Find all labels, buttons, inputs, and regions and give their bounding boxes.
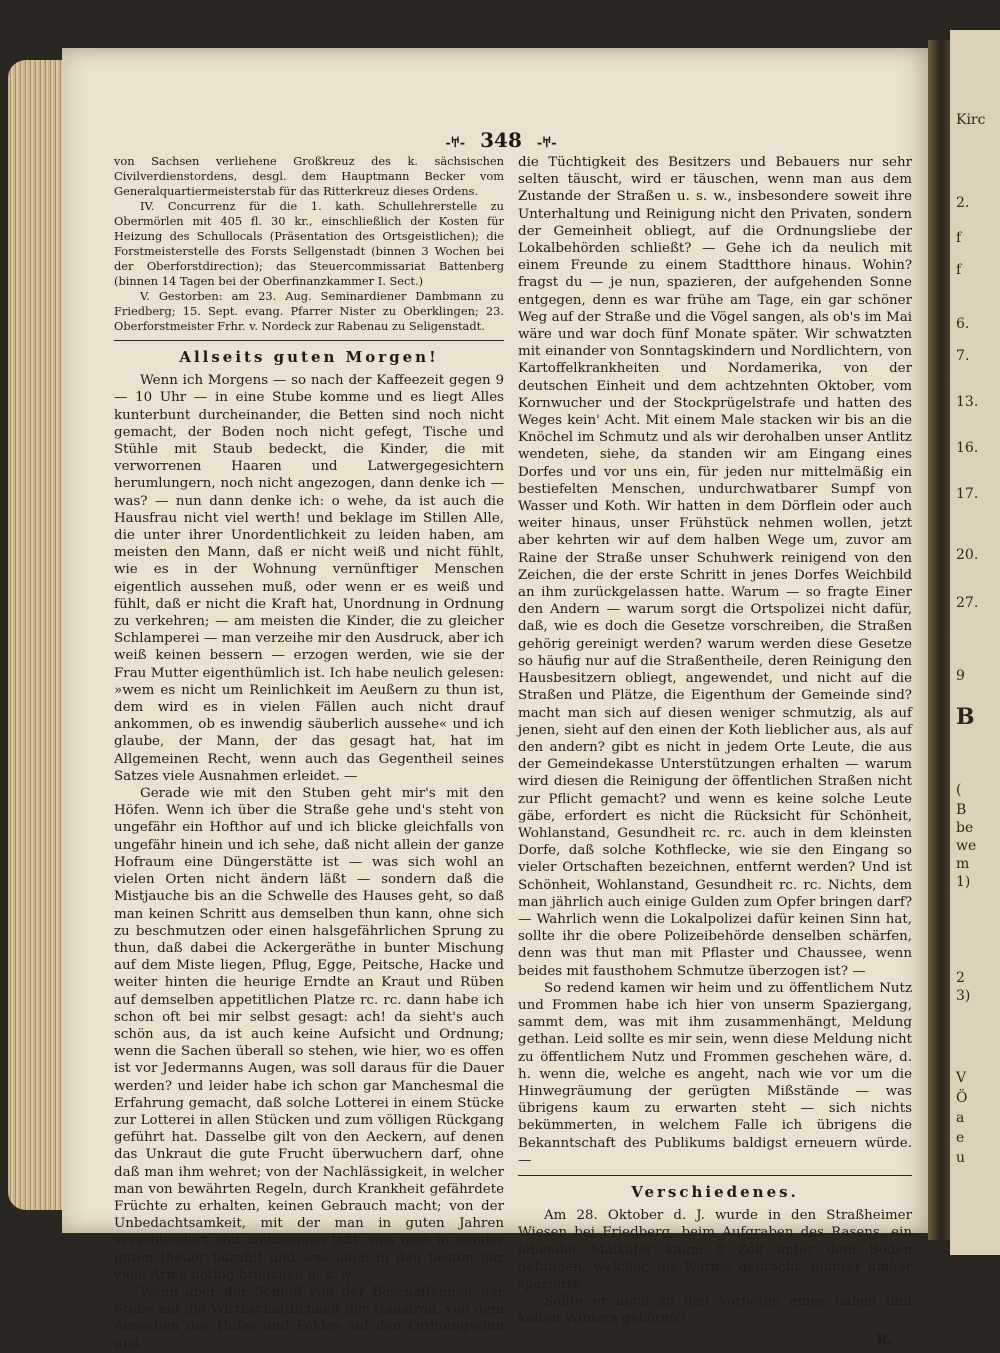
paragraph: Wenn ich Morgens — so nach der Kaffeezeit gegen 9 — 10 Uhr — in eine Stube komme und es liegt Alles kunterbunt durcheinander, die Betten sind noch nicht gemacht, der Boden noch nicht gefegt, Tische und Stühle mit Staub bedeckt, die Kinder, die mit verworrenen Haaren und Latwergegesichtern herumlungern, noch nicht angezogen, dann denke ich — was? — nun dann denke ich: o wehe, da ist auch die Hausfrau nicht viel werth! und beklage im Stillen Alle, die unter ihrer Unordentlichkeit zu leiden haben, am meisten den Mann, daß er nicht weiß und nicht fühlt, wie es in der Wohnung vernünftiger Menschen eigentlich aussehen muß, oder wenn er es weiß und fühlt, daß er nicht die Kraft hat, Unordnung in Ordnung zu verkehren; — am meisten die Kinder, die zu gleicher Schlamperei — man verzeihe mir den Ausdruck, aber ich weiß keinen bessern — erzogen werden, wie sie der Frau Mutter eigenthümlich ist. Ich habe neulich gelesen: »wem es nicht um Reinlichkeit im Aeußern zu thun ist, dem wird es in vielen Fällen auch nicht drauf ankommen, ob es inwendig säuberlich aussehe« und ich glaube, der Mann, der das gesagt hat, hat im Allgemeinen Recht, wenn auch das Gegentheil seines Satzes viele Ausnahmen erleidet. —	[114, 373, 504, 784]
section-title: Verschiedenes.	[631, 1182, 799, 1201]
divider	[114, 340, 504, 341]
fragment: 17.	[956, 486, 979, 502]
fragment: 2	[956, 970, 965, 986]
book-gutter	[928, 40, 950, 1240]
paragraph: Sollte er auch zu den Vorboten eines nahen und kalten Winters gehören?	[518, 1294, 912, 1327]
fragment: 6.	[956, 316, 970, 332]
notice: V. Gestorben: am 23. Aug. Seminardiener Dambmann zu Friedberg; 15. Sept. evang. Pfarrer Nister zu Oberklingen; 23. Oberforstmeister Frhr. v. Nordeck zur Rabenau zu Seligenstadt.	[114, 289, 504, 333]
left-column	[114, 154, 504, 1353]
fragment: 1)	[956, 874, 971, 890]
fragment: u	[956, 1150, 966, 1166]
fragment: e	[956, 1130, 965, 1146]
fragment: 7.	[956, 348, 970, 364]
fragment: a	[956, 1110, 965, 1126]
notice: IV. Concurrenz für die 1. kath. Schullehrerstelle zu Obermörlen mit 405 fl. 30 kr., einschließlich der Kosten für Heizung des Schullocals (Präsentation des Ortsgeistlichen); die Forstmeisterstelle des Forsts Sellgenstadt (binnen 3 Wochen bei der Oberforstdirection); das Steuercommissariat Battenberg (binnen 14 Tagen bei der Oberfinanzkammer I. Sect.)	[114, 199, 504, 288]
next-page-strip	[950, 30, 1000, 1255]
paragraph: Wenn aber der Schluß von der Beschaffenheit der Stube auf die Wirthschaftlichkeit der Hausfrau, von dem Aussehen des Hofes und Feldes auf den Ordnungssinn und	[114, 1284, 504, 1352]
right-column	[518, 154, 912, 1349]
fragment: 3)	[956, 988, 971, 1004]
divider	[518, 1175, 912, 1176]
ornament-right: -𐀀-	[536, 135, 557, 151]
page-edge	[8, 60, 66, 1210]
fragment: f	[956, 230, 962, 246]
fragment: V	[956, 1070, 967, 1086]
book-page	[62, 48, 940, 1352]
page-number: 348	[480, 128, 522, 152]
fragment: f	[956, 262, 962, 278]
fragment: m	[956, 856, 970, 872]
signature: R.	[876, 1331, 892, 1348]
ornament-left: -𐀀-	[445, 135, 466, 151]
fragment: 20.	[956, 547, 979, 563]
paragraph: Am 28. Oktober d. J. wurde in den Straßheimer Wiesen bei Friedberg, beim Aufgraben des Rasens, ein lebender Maikäfer kaum 8 Zoll unter dem Boden gefunden, welcher, ins Warme gebracht, munter umher spazierte.	[518, 1208, 912, 1292]
notice: von Sachsen verliehene Großkreuz des k. sächsischen Civilverdienstordens, desgl. dem Hauptmann Becker vom Generalquartiermeisterstab für das Ritterkreuz dieses Ordens.	[114, 154, 504, 198]
article-title: Allseits guten Morgen!	[179, 348, 439, 366]
fragment: 16.	[956, 440, 979, 456]
fragment: be	[956, 820, 974, 836]
fragment: Kirc	[956, 112, 986, 128]
fragment: we	[956, 838, 977, 854]
fragment: (	[956, 782, 962, 798]
fragment: B	[956, 802, 967, 818]
paragraph: So redend kamen wir heim und zu öffentlichem Nutz und Frommen habe ich hier von unserm Spaziergang, sammt dem, was mit ihm zusammenhängt, Meldung gethan. Leid sollte es mir sein, wenn diese Meldung nicht zu öffentlichem Nutz und Frommen geschehen wäre, d. h. wenn die, welche es angeht, nach wie vor um die Hinwegräumung der gerügten Mißstände — was übrigens kaum zu erwarten steht — sich nichts bekümmerten, in welchem Falle ich übrigens die Bekanntschaft des Publikums baldigst erneuern würde. —	[518, 980, 912, 1168]
paragraph: Gerade wie mit den Stuben geht mir's mit den Höfen. Wenn ich über die Straße gehe und's steht von ungefähr ein Hofthor auf und ich blicke gleichfalls von ungefähr hinein und ich sehe, daß nicht allein der ganze Hofraum eine Düngerstätte ist — was sich wohl an vielen Orten nicht ändern läßt — sondern daß die Mistjauche bis an die Schwelle des Hauses geht, so daß man keinen Schritt aus demselben thun kann, ohne sich zu beschmutzen oder einen halsgefährlichen Sprung zu thun, daß dabei die Ackergeräthe in bunter Mischung auf dem Miste liegen, Pflug, Egge, Peitsche, Hacke und weiter hinten die heurige Erndte an Kraut und Rüben auf demselben appetitlichen Platze rc. rc. dann habe ich schon oft bei mir selbst gesagt: ach! da sieht's auch schön aus, da ist auch keine Aufsicht und Ordnung; wenn die Sachen überall so stehen, wie hier, wo es offen ist vor Jedermanns Augen, was soll daraus für die Dauer werden? und leider habe ich schon gar Manchesmal die Erfahrung gemacht, daß solche Lotterei in einem Stücke zur Lotterei in allen Stücken und zum völligen Rückgang geführt hat. Dasselbe gilt von den Aeckern, auf denen das Unkraut die gute Frucht überwuchern darf, ohne daß man ihm wehret; von der Nachlässigkeit, in welcher man von bewährten Regeln, durch Krankheit gefährdete Früchte zu erhalten, keinen Gebrauch macht; von der Unbedachtsamkeit, mit der man in guten Jahren verschleudert und umkommen läßt, was man in minder guten theuer bezahlt und was auch in den besten gar viele Arme nöthig brauchen u. s. w.	[114, 786, 504, 1283]
fragment: 9	[956, 668, 965, 684]
page-header	[62, 128, 940, 152]
fragment: 13.	[956, 394, 979, 410]
fragment: B	[956, 704, 975, 730]
paragraph: die Tüchtigkeit des Besitzers und Bebauers nur sehr selten täuscht, wird er täuschen, wenn man aus dem Zustande der Straßen u. s. w., insbesondere soweit ihre Unterhaltung und Reinigung nicht den Privaten, sondern der Gemeinheit obliegt, auf die Ordnungsliebe der Lokalbehörden schließt? — Gehe ich da neulich mit einem Freunde zu einem Stadtthore hinaus. Wohin? fragst du — je nun, spazieren, der aufgehenden Sonne entgegen, denn es war frühe am Tage, ein gar schöner Weg auf der Straße und die Vögel sangen, als ob's im Mai wäre und war doch fünf Monate später. Wir schwatzten mit einander von Sonntagskindern und Nordlichtern, von Kartoffelkrankheiten und Nordamerika, von der deutschen Einheit und dem achtzehnten Oktober, vom Kornwucher und der Stockprügelstrafe und hatten des Weges kein' Acht. Mit einem Male stacken wir bis an die Knöchel im Schmutz und als wir derohalben unser Antlitz wendeten, siehe, da standen wir am Eingang eines Dorfes und vor uns ein, für jeden nur mittelmäßig ein bestiefelten Menschen, undurchwatbarer Sumpf von Wasser und Koth. Wir hatten in dem Dörflein oder auch weiter hinaus, unser Frühstück nehmen wollen, jetzt aber kehrten wir auf dem halben Wege um, zuvor am Raine der Straße unser Schuhwerk reinigend von den Zeichen, die der erste Schritt in jenes Dorfes Weichbild an ihm zurückgelassen hatte. Warum — so fragte Einer den Andern — warum sorgt die Ortspolizei nicht dafür, daß, wie es doch die Gesetze vorschreiben, die Straßen gehörig gereinigt werden? warum werden diese Gesetze so häufig nur auf die Straßentheile, deren Reinigung den Hausbesitzern obliegt, angewendet, und nicht auf die Straßen und Plätze, die Eigenthum der Gemeinde sind? macht man sich auf diesen weniger schmutzig, als auf jenen, sieht auf den einen der Koth lieblicher aus, als auf den andern? gibt es nicht in jedem Orte Leute, die aus der Gemeindekasse Unterstützungen erhalten — warum wird diesen die Reinigung der öffentlichen Straßen nicht zur Pflicht gemacht? und wenn es keine solche Leute gäbe, erfordert es nicht die Rücksicht für Schönheit, Wohlanstand, Gesundheit rc. rc. auch in dem kleinsten Dorfe, daß solche Kothflecke, wie sie den Eingang so vieler Ortschaften bezeichnen, entfernt werden? Und ist Schönheit, Wohlanstand, Gesundheit rc. rc. Nichts, dem man jährlich auch einige Gulden zum Opfer bringen darf? — Wahrlich wenn die Lokalpolizei dafür keinen Sinn hat, sollte ihr die obere Polizeibehörde denselben schärfen, denn was thut man mit Pflaster und Chaussee, wenn beides mit fausthohem Schmutze überzogen ist? —	[518, 155, 912, 979]
fragment: Ö	[956, 1090, 968, 1106]
fragment: 2.	[956, 195, 970, 211]
fragment: 27.	[956, 595, 979, 611]
